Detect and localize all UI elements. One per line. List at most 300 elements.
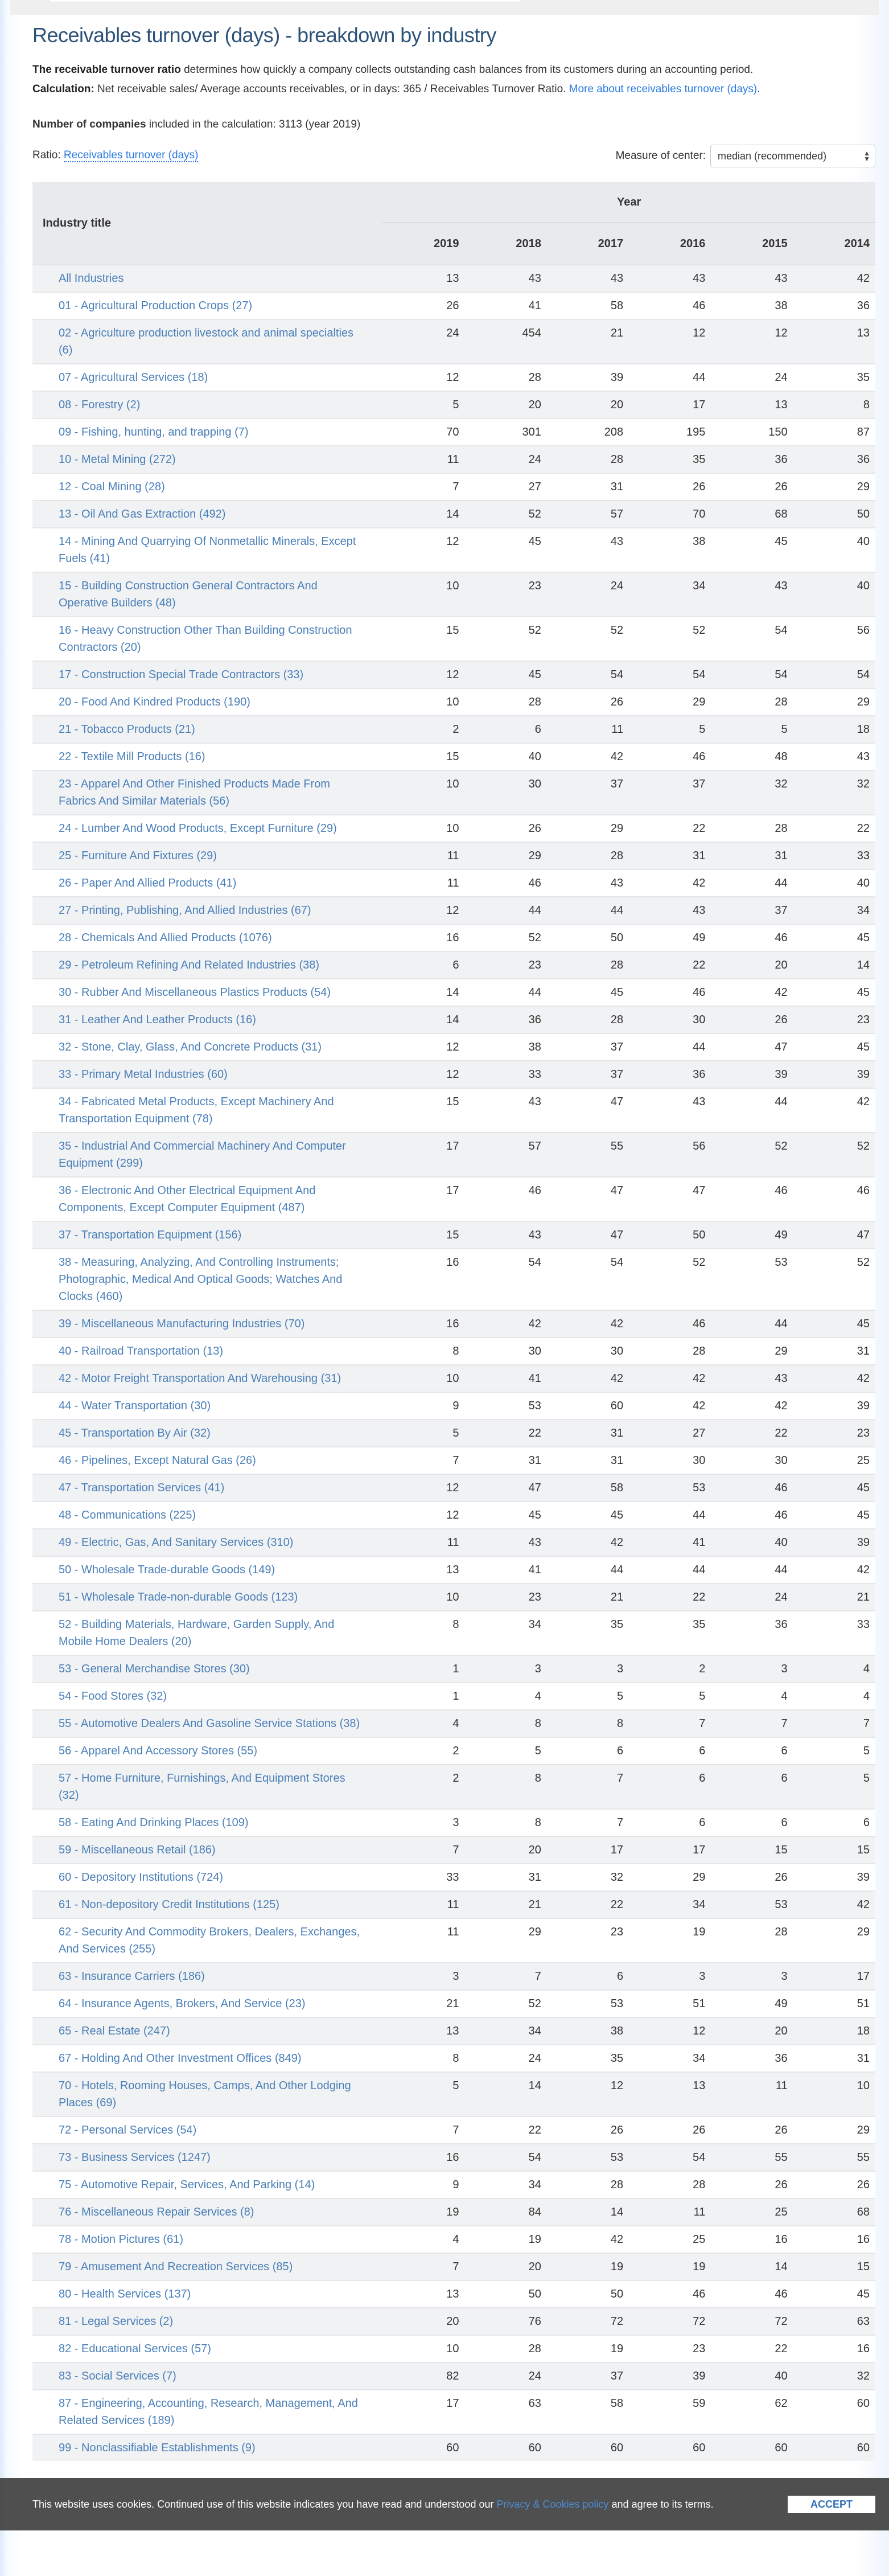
value-cell-2016: 44 [629,1556,711,1584]
industry-link[interactable]: 65 - Real Estate (247) [59,2025,170,2037]
value-cell-2018: 57 [465,1133,547,1177]
ratio-label: Ratio: [32,149,64,161]
value-cell-2015: 7 [711,1710,793,1737]
industry-link[interactable]: 10 - Metal Mining (272) [59,453,176,466]
industry-link[interactable]: All Industries [59,272,124,285]
table-row [32,2116,875,2144]
value-cell-2018: 301 [465,419,547,446]
value-cell-2016: 46 [629,743,711,770]
industry-cell [32,2198,382,2226]
value-cell-2014: 50 [793,501,875,528]
industry-link[interactable]: 12 - Coal Mining (28) [59,481,165,493]
value-cell-2018: 36 [465,1006,547,1033]
industry-link[interactable]: 58 - Eating And Drinking Places (109) [59,1816,249,1829]
value-cell-2014: 18 [793,716,875,743]
industry-cell [32,1249,382,1310]
ratio-selector [32,149,198,162]
industry-link[interactable]: 34 - Fabricated Metal Products, Except Machinery And Transportation Equipment (78) [59,1096,334,1125]
value-cell-2016: 36 [629,1061,711,1088]
value-cell-2019: 12 [382,1474,464,1502]
table-row [32,1710,875,1737]
value-cell-2018: 45 [465,528,547,572]
value-cell-2018: 63 [465,2390,547,2434]
industry-cell [32,1133,382,1177]
value-cell-2014: 42 [793,1891,875,1918]
value-cell-2015: 44 [711,1310,793,1338]
value-cell-2014: 32 [793,2362,875,2390]
industry-link[interactable]: 35 - Industrial And Commercial Machinery And Computer Equipment (299) [59,1140,346,1170]
industry-link[interactable]: 80 - Health Services (137) [59,2288,191,2300]
cookie-text-after: and agree to its terms. [608,2499,714,2510]
value-cell-2017: 37 [547,1061,629,1088]
value-cell-2019: 8 [382,2045,464,2072]
table-row [32,2171,875,2198]
value-cell-2016: 29 [629,1864,711,1891]
value-cell-2017: 50 [547,924,629,951]
table-row [32,897,875,924]
industry-cell [32,1836,382,1864]
value-cell-2017: 58 [547,2390,629,2434]
year-header-2015[interactable]: 2015 [711,223,793,265]
value-cell-2016: 46 [629,979,711,1006]
value-cell-2017: 42 [547,1365,629,1392]
table-row [32,2017,875,2045]
value-cell-2015: 40 [711,2362,793,2390]
value-cell-2015: 14 [711,2253,793,2280]
value-cell-2015: 42 [711,1392,793,1420]
value-cell-2015: 46 [711,924,793,951]
industry-cell [32,770,382,815]
industry-link[interactable]: 82 - Educational Services (57) [59,2343,211,2355]
value-cell-2019: 17 [382,1133,464,1177]
value-cell-2014: 51 [793,1990,875,2017]
table-row [32,1177,875,1221]
value-cell-2017: 58 [547,292,629,319]
industry-link[interactable]: 26 - Paper And Allied Products (41) [59,877,237,889]
industry-link[interactable]: 15 - Building Construction General Contractors And Operative Builders (48) [59,580,318,609]
main-content [32,0,875,2461]
value-cell-2017: 44 [547,1556,629,1584]
industry-link[interactable]: 21 - Tobacco Products (21) [59,723,195,736]
value-cell-2017: 42 [547,1310,629,1338]
value-cell-2014: 45 [793,979,875,1006]
value-cell-2016: 17 [629,1836,711,1864]
industry-cell [32,1864,382,1891]
industry-link[interactable]: 13 - Oil And Gas Extraction (492) [59,508,226,520]
industry-link[interactable]: 33 - Primary Metal Industries (60) [59,1068,228,1081]
companies-count [32,118,875,131]
industry-link[interactable]: 40 - Railroad Transportation (13) [59,1345,224,1357]
industry-cell [32,1061,382,1088]
industry-cell [32,716,382,743]
value-cell-2018: 43 [465,1221,547,1249]
value-cell-2019: 15 [382,1221,464,1249]
industry-link[interactable]: 23 - Apparel And Other Finished Products Made From Fabrics And Similar Materials (56) [59,778,330,807]
industry-link[interactable]: 42 - Motor Freight Transportation And Warehousing (31) [59,1372,341,1385]
table-row [32,1338,875,1365]
industry-cell [32,688,382,716]
industry-cell [32,1584,382,1611]
value-cell-2015: 29 [711,1338,793,1365]
industry-link[interactable]: 20 - Food And Kindred Products (190) [59,696,250,708]
industry-link[interactable]: 76 - Miscellaneous Repair Services (8) [59,2206,254,2218]
industry-link[interactable]: 78 - Motion Pictures (61) [59,2233,183,2246]
industry-link[interactable]: 24 - Lumber And Wood Products, Except Furniture (29) [59,822,337,835]
industry-link[interactable]: 31 - Leather And Leather Products (16) [59,1014,256,1026]
value-cell-2014: 40 [793,528,875,572]
value-cell-2017: 35 [547,2045,629,2072]
industry-link[interactable]: 14 - Mining And Quarrying Of Nonmetallic Minerals, Except Fuels (41) [59,535,356,565]
industry-cell [32,2362,382,2390]
value-cell-2019: 15 [382,617,464,661]
table-row [32,2362,875,2390]
industry-cell [32,1556,382,1584]
value-cell-2015: 3 [711,1963,793,1990]
industry-link[interactable]: 17 - Construction Special Trade Contractors (33) [59,668,304,681]
value-cell-2018: 52 [465,501,547,528]
value-cell-2014: 5 [793,1737,875,1765]
value-cell-2017: 52 [547,617,629,661]
value-cell-2017: 60 [547,1392,629,1420]
privacy-policy-link[interactable]: Privacy & Cookies policy [496,2499,609,2510]
industry-cell [32,1338,382,1365]
value-cell-2018: 30 [465,770,547,815]
table-row [32,770,875,815]
table-row [32,661,875,688]
table-row [32,419,875,446]
year-header-2017[interactable]: 2017 [547,223,629,265]
value-cell-2017: 31 [547,473,629,501]
accept-button[interactable]: ACCEPT [788,2496,875,2513]
cookie-text-before: This website uses cookies. Continued use of this website indicates you have read and understood our [32,2499,497,2510]
industry-link[interactable]: 02 - Agriculture production livestock and animal specialties (6) [59,327,354,356]
table-row [32,2335,875,2362]
table-row [32,1655,875,1683]
value-cell-2018: 31 [465,1864,547,1891]
value-cell-2018: 19 [465,2226,547,2253]
industry-link[interactable]: 83 - Social Services (7) [59,2370,176,2382]
value-cell-2014: 17 [793,1963,875,1990]
industry-link[interactable]: 67 - Holding And Other Investment Offices (849) [59,2052,302,2065]
table-row [32,1447,875,1474]
value-cell-2014: 47 [793,1221,875,1249]
industry-link[interactable]: 32 - Stone, Clay, Glass, And Concrete Products (31) [59,1041,322,1053]
industry-link[interactable]: 36 - Electronic And Other Electrical Equipment And Components, Except Computer Equipment (487) [59,1184,316,1214]
industry-link[interactable]: 25 - Furniture And Fixtures (29) [59,850,217,862]
value-cell-2014: 40 [793,572,875,617]
industry-cell [32,1033,382,1061]
value-cell-2018: 3 [465,1655,547,1683]
ratio-link[interactable]: Receivables turnover (days) [63,149,199,161]
industry-cell [32,2072,382,2116]
value-cell-2017: 47 [547,1088,629,1133]
value-cell-2016: 6 [629,1737,711,1765]
value-cell-2019: 16 [382,2144,464,2171]
industry-link[interactable]: 99 - Nonclassifiable Establishments (9) [59,2442,256,2454]
industry-link[interactable]: 29 - Petroleum Refining And Related Industries (38) [59,959,320,971]
value-cell-2018: 54 [465,1249,547,1310]
value-cell-2017: 14 [547,2198,629,2226]
value-cell-2016: 195 [629,419,711,446]
value-cell-2016: 42 [629,869,711,897]
value-cell-2014: 87 [793,419,875,446]
table-row [32,528,875,572]
measure-select[interactable] [710,145,875,167]
industry-link[interactable]: 49 - Electric, Gas, And Sanitary Services (310) [59,1536,294,1549]
value-cell-2019: 24 [382,319,464,364]
table-row [32,979,875,1006]
value-cell-2019: 12 [382,661,464,688]
industry-link[interactable]: 59 - Miscellaneous Retail (186) [59,1844,216,1856]
industry-link[interactable]: 45 - Transportation By Air (32) [59,1427,211,1439]
industry-cell [32,743,382,770]
industry-link[interactable]: 48 - Communications (225) [59,1509,196,1521]
value-cell-2018: 38 [465,1033,547,1061]
value-cell-2015: 36 [711,1611,793,1655]
year-header-2016[interactable]: 2016 [629,223,711,265]
table-row [32,1365,875,1392]
value-cell-2018: 8 [465,1765,547,1809]
industry-link[interactable]: 46 - Pipelines, Except Natural Gas (26) [59,1454,256,1467]
value-cell-2019: 19 [382,2198,464,2226]
value-cell-2016: 72 [629,2308,711,2335]
value-cell-2016: 54 [629,661,711,688]
industry-link[interactable]: 62 - Security And Commodity Brokers, Dealers, Exchanges, And Services (255) [59,1926,360,1955]
value-cell-2018: 54 [465,2144,547,2171]
value-cell-2014: 42 [793,1088,875,1133]
value-cell-2016: 19 [629,2253,711,2280]
industry-link[interactable]: 47 - Transportation Services (41) [59,1482,225,1494]
industry-link[interactable]: 28 - Chemicals And Allied Products (1076) [59,932,272,944]
industry-link[interactable]: 39 - Miscellaneous Manufacturing Industries (70) [59,1318,305,1330]
value-cell-2019: 12 [382,897,464,924]
value-cell-2016: 43 [629,1088,711,1133]
value-cell-2017: 29 [547,815,629,842]
value-cell-2014: 13 [793,319,875,364]
value-cell-2015: 49 [711,1990,793,2017]
value-cell-2014: 29 [793,688,875,716]
value-cell-2016: 22 [629,1584,711,1611]
value-cell-2018: 43 [465,1088,547,1133]
industry-link[interactable]: 72 - Personal Services (54) [59,2124,197,2136]
industry-cell [32,1710,382,1737]
industry-link[interactable]: 64 - Insurance Agents, Brokers, And Service (23) [59,1997,306,2010]
value-cell-2016: 44 [629,1502,711,1529]
value-cell-2016: 49 [629,924,711,951]
industry-link[interactable]: 56 - Apparel And Accessory Stores (55) [59,1745,258,1757]
industry-cell [32,661,382,688]
industry-cell [32,1990,382,2017]
industry-link[interactable]: 30 - Rubber And Miscellaneous Plastics Products (54) [59,986,331,999]
value-cell-2017: 8 [547,1710,629,1737]
value-cell-2017: 43 [547,869,629,897]
value-cell-2014: 45 [793,924,875,951]
value-cell-2016: 50 [629,1221,711,1249]
value-cell-2015: 16 [711,2226,793,2253]
value-cell-2017: 21 [547,319,629,364]
value-cell-2019: 11 [382,1918,464,1963]
value-cell-2019: 16 [382,1310,464,1338]
cookie-banner [0,2478,889,2530]
table-row [32,1006,875,1033]
value-cell-2019: 13 [382,2280,464,2308]
value-cell-2018: 52 [465,617,547,661]
value-cell-2019: 13 [382,1556,464,1584]
table-row [32,501,875,528]
value-cell-2017: 5 [547,1683,629,1710]
value-cell-2014: 32 [793,770,875,815]
value-cell-2019: 12 [382,1061,464,1088]
value-cell-2018: 41 [465,1365,547,1392]
value-cell-2014: 55 [793,2144,875,2171]
table-row [32,1221,875,1249]
value-cell-2015: 43 [711,265,793,292]
value-cell-2018: 33 [465,1061,547,1088]
industry-link[interactable]: 38 - Measuring, Analyzing, And Controlling Instruments; Photographic, Medical And Optical Goods; Watches And Clocks (460) [59,1256,343,1303]
industry-cell [32,2045,382,2072]
value-cell-2019: 11 [382,1529,464,1556]
value-cell-2017: 42 [547,743,629,770]
value-cell-2016: 34 [629,1891,711,1918]
calc-bold: Calculation: [32,83,94,95]
table-row [32,1088,875,1133]
industry-link[interactable]: 50 - Wholesale Trade-durable Goods (149) [59,1564,275,1576]
value-cell-2018: 60 [465,2434,547,2461]
value-cell-2017: 6 [547,1963,629,1990]
value-cell-2019: 1 [382,1683,464,1710]
industry-link[interactable]: 16 - Heavy Construction Other Than Building Construction Contractors (20) [59,624,352,654]
table-row [32,1310,875,1338]
industry-link[interactable]: 55 - Automotive Dealers And Gasoline Service Stations (38) [59,1717,360,1730]
year-header-2014[interactable]: 2014 [793,223,875,265]
value-cell-2016: 29 [629,688,711,716]
value-cell-2017: 32 [547,1864,629,1891]
industry-cell [32,1502,382,1529]
industry-cell [32,1006,382,1033]
value-cell-2019: 12 [382,1502,464,1529]
value-cell-2016: 23 [629,2335,711,2362]
industry-link[interactable]: 07 - Agricultural Services (18) [59,371,208,384]
industry-link[interactable]: 63 - Insurance Carriers (186) [59,1970,205,1983]
table-row [32,265,875,292]
industry-link[interactable]: 73 - Business Services (1247) [59,2151,211,2164]
value-cell-2016: 26 [629,2116,711,2144]
value-cell-2018: 34 [465,1611,547,1655]
intro-text: determines how quickly a company collects outstanding cash balances from its customers during an accounting period. [180,64,754,76]
industry-cell [32,1737,382,1765]
value-cell-2014: 16 [793,2226,875,2253]
industry-cell [32,2253,382,2280]
year-header-2019[interactable]: 2019 [382,223,464,265]
industry-cell [32,1809,382,1836]
industry-cell [32,1683,382,1710]
industry-link[interactable]: 37 - Transportation Equipment (156) [59,1229,242,1241]
industry-cell [32,391,382,419]
industry-link[interactable]: 53 - General Merchandise Stores (30) [59,1663,250,1675]
value-cell-2015: 52 [711,1133,793,1177]
industry-cell [32,473,382,501]
value-cell-2015: 42 [711,979,793,1006]
value-cell-2018: 8 [465,1710,547,1737]
industry-cell [32,2226,382,2253]
industry-link[interactable]: 60 - Depository Institutions (724) [59,1871,224,1884]
value-cell-2015: 24 [711,364,793,391]
value-cell-2015: 38 [711,292,793,319]
industry-link[interactable]: 01 - Agricultural Production Crops (27) [59,300,253,312]
table-row [32,1392,875,1420]
table-row [32,1809,875,1836]
value-cell-2015: 6 [711,1809,793,1836]
industry-link[interactable]: 61 - Non-depository Credit Institutions (125) [59,1898,279,1911]
value-cell-2019: 17 [382,1177,464,1221]
value-cell-2016: 7 [629,1710,711,1737]
value-cell-2017: 54 [547,1249,629,1310]
value-cell-2017: 3 [547,1655,629,1683]
industry-link[interactable]: 57 - Home Furniture, Furnishings, And Equipment Stores (32) [59,1772,345,1802]
industry-link[interactable]: 79 - Amusement And Recreation Services (85) [59,2261,293,2273]
industry-link[interactable]: 51 - Wholesale Trade-non-durable Goods (123) [59,1591,298,1603]
industry-link[interactable]: 54 - Food Stores (32) [59,1690,167,1703]
table-row [32,2045,875,2072]
industry-link[interactable]: 27 - Printing, Publishing, And Allied Industries (67) [59,904,311,917]
value-cell-2016: 39 [629,2362,711,2390]
value-cell-2016: 11 [629,2198,711,2226]
industry-link[interactable]: 81 - Legal Services (2) [59,2315,174,2328]
industry-cell [32,419,382,446]
value-cell-2017: 35 [547,1611,629,1655]
value-cell-2014: 45 [793,1502,875,1529]
industry-link[interactable]: 22 - Textile Mill Products (16) [59,750,205,763]
table-row [32,1474,875,1502]
value-cell-2016: 51 [629,1990,711,2017]
value-cell-2019: 8 [382,1338,464,1365]
value-cell-2017: 57 [547,501,629,528]
industry-link[interactable]: 52 - Building Materials, Hardware, Garden Supply, And Mobile Home Dealers (20) [59,1618,335,1648]
industry-cell [32,869,382,897]
industry-link[interactable]: 75 - Automotive Repair, Services, And Parking (14) [59,2179,315,2191]
value-cell-2018: 20 [465,2253,547,2280]
more-about-link[interactable]: More about receivables turnover (days) [569,83,758,95]
value-cell-2014: 40 [793,869,875,897]
value-cell-2018: 28 [465,364,547,391]
industry-link[interactable]: 08 - Forestry (2) [59,399,141,411]
value-cell-2016: 43 [629,897,711,924]
value-cell-2016: 44 [629,1033,711,1061]
industry-cell [32,1765,382,1809]
value-cell-2018: 29 [465,842,547,869]
value-cell-2014: 36 [793,446,875,473]
value-cell-2018: 23 [465,572,547,617]
industry-link[interactable]: 44 - Water Transportation (30) [59,1400,211,1412]
value-cell-2015: 22 [711,1420,793,1447]
value-cell-2019: 10 [382,770,464,815]
industry-link[interactable]: 70 - Hotels, Rooming Houses, Camps, And Other Lodging Places (69) [59,2079,351,2109]
industry-link[interactable]: 09 - Fishing, hunting, and trapping (7) [59,426,249,438]
value-cell-2017: 53 [547,1990,629,2017]
table-row [32,2280,875,2308]
value-cell-2016: 70 [629,501,711,528]
value-cell-2014: 39 [793,1061,875,1088]
industry-title-header[interactable]: Industry title [32,182,382,265]
value-cell-2019: 10 [382,2335,464,2362]
value-cell-2014: 29 [793,473,875,501]
value-cell-2015: 44 [711,1088,793,1133]
industry-cell [32,364,382,391]
year-header-2018[interactable]: 2018 [465,223,547,265]
page-title: Receivables turnover (days) - breakdown by industry [32,23,496,47]
value-cell-2019: 7 [382,2253,464,2280]
industry-link[interactable]: 87 - Engineering, Accounting, Research, Management, And Related Services (189) [59,2397,358,2427]
